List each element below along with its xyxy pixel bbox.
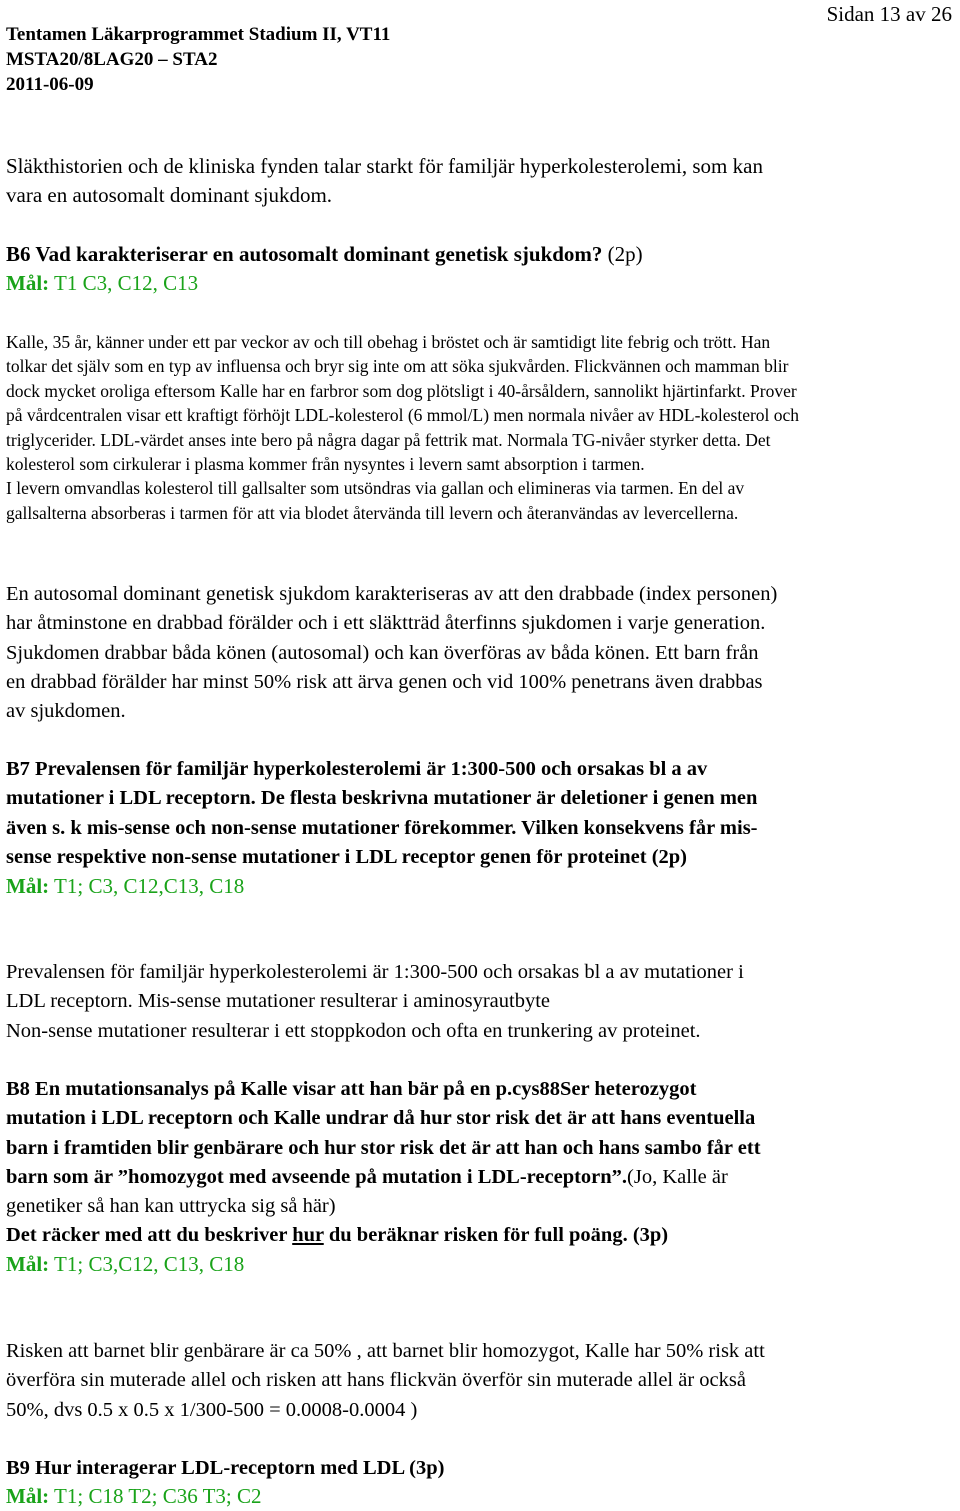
goals-label: Mål: xyxy=(6,874,50,898)
header-course-code: MSTA20/8LAG20 – STA2 xyxy=(6,49,218,70)
page-number: Sidan 13 av 26 xyxy=(826,2,952,26)
instruction-part: Det räcker med att du beskriver xyxy=(6,1224,293,1247)
case-line: tolkar det själv som en typ av influensa och bryr sig inte om att söka sjukvården. Flickvännen och mamman blir xyxy=(6,356,789,377)
answer-line: en drabbad förälder har minst 50% risk att ärva genen och vid 100% penetrans även drabbas xyxy=(6,670,763,693)
case-line: triglycerider. LDL-värdet anses inte bero på några dagar på fettrik mat. Normala TG-nivåer styrker detta. Det xyxy=(6,429,771,450)
intro-line: vara en autosomalt dominant sjukdom. xyxy=(6,183,333,207)
goals-value: T1; C18 T2; C36 T3; C2 xyxy=(49,1484,262,1508)
learning-goals-b8 xyxy=(6,1250,958,1279)
goals-value: T1 C3, C12, C13 xyxy=(49,271,199,295)
answer-line: överföra sin muterade allel och risken att hans flickvän överför sin muterade allel är också xyxy=(6,1369,746,1392)
question-b7 xyxy=(6,755,958,872)
goals-label: Mål: xyxy=(6,271,50,295)
question-line-normal: (Jo, Kalle är xyxy=(627,1165,728,1188)
question-b9 xyxy=(6,1454,958,1483)
question-line: genetiker så han kan uttrycka sig så här) xyxy=(6,1195,336,1218)
intro-line: Släkthistorien och de kliniska fynden talar starkt för familjär hyperkolesterolemi, som kan xyxy=(6,154,763,178)
case-line: Kalle, 35 år, känner under ett par veckor av och till obehag i bröstet och är samtidigt lite febrig och trött. Han xyxy=(6,332,771,352)
instruction-underlined: hur xyxy=(292,1224,324,1247)
answer-b7 xyxy=(6,958,958,1046)
answer-b6 xyxy=(6,580,958,726)
question-line: mutation i LDL receptorn och Kalle undrar då hur stor risk det är att hans eventuella xyxy=(6,1107,756,1130)
answer-line: Non-sense mutationer resulterar i ett stoppkodon och ofta en trunkering av proteinet. xyxy=(6,1019,701,1042)
header-date: 2011-06-09 xyxy=(6,74,94,95)
learning-goals-b9 xyxy=(6,1482,958,1511)
question-line: även s. k mis-sense och non-sense mutationer förekommer. Vilken konsekvens får mis- xyxy=(6,816,758,839)
answer-line: LDL receptorn. Mis-sense mutationer resulterar i aminosyrautbyte xyxy=(6,990,551,1013)
answer-line: 50%, dvs 0.5 x 0.5 x 1/300-500 = 0.0008-0.0004 ) xyxy=(6,1398,418,1421)
goals-value: T1; C3, C12,C13, C18 xyxy=(49,874,245,898)
question-line: barn i framtiden blir genbärare och hur stor risk det är att han och hans sambo får ett xyxy=(6,1136,761,1159)
case-line: I levern omvandlas kolesterol till gallsalter som utsöndras via gallan och elimineras via tarmen. En del av xyxy=(6,478,745,499)
question-line: mutationer i LDL receptorn. De flesta beskrivna mutationer är deletioner i genen men xyxy=(6,787,758,810)
question-line: sense respektive non-sense mutationer i LDL receptor genen för proteinet (2p) xyxy=(6,845,688,868)
question-b8 xyxy=(6,1075,958,1251)
learning-goals-b6 xyxy=(6,269,958,298)
page-header xyxy=(6,22,390,97)
case-line: kolesterol som cirkulerar i plasma kommer från nysyntes i levern samt absorption i tarmen. xyxy=(6,454,645,475)
instruction-part: du beräknar risken för full poäng. (3p) xyxy=(323,1224,669,1247)
goals-label: Mål: xyxy=(6,1252,50,1276)
intro-paragraph xyxy=(6,152,958,210)
case-description xyxy=(6,330,958,525)
learning-goals-b7 xyxy=(6,872,958,901)
question-line: B8 En mutationsanalys på Kalle visar att han bär på en p.cys88Ser heterozygot xyxy=(6,1078,697,1100)
answer-line: av sjukdomen. xyxy=(6,700,126,723)
answer-line: Risken att barnet blir genbärare är ca 50% , att barnet blir homozygot, Kalle har 50% risk att xyxy=(6,1340,765,1362)
answer-b8 xyxy=(6,1337,958,1425)
case-line: på vårdcentralen visar ett kraftigt förhöjt LDL-kolesterol (6 mmol/L) men normala nivåer av HDL-kolesterol och xyxy=(6,405,800,426)
question-line: B7 Prevalensen för familjär hyperkolesterolemi är 1:300-500 och orsakas bl a av xyxy=(6,758,708,780)
answer-line: har åtminstone en drabbad förälder och i ett släktträd återfinns sjukdomen i varje generation. xyxy=(6,612,766,635)
answer-line: En autosomal dominant genetisk sjukdom karakteriseras av att den drabbade (index personen) xyxy=(6,583,778,605)
question-b6 xyxy=(6,240,958,298)
case-line: dock mycket oroliga eftersom Kalle har en farbror som dog plötsligt i 40-årsåldern, sannolikt hjärtinfarkt. Prover xyxy=(6,380,797,401)
goals-label: Mål: xyxy=(6,1484,50,1508)
header-course-title: Tentamen Läkarprogrammet Stadium II, VT11 xyxy=(6,24,391,45)
answer-line: Prevalensen för familjär hyperkolesterolemi är 1:300-500 och orsakas bl a av mutationer i xyxy=(6,961,744,983)
goals-value: T1; C3,C12, C13, C18 xyxy=(49,1252,245,1276)
case-line: gallsalterna absorberas i tarmen för att via blodet återvända till levern och återanvändas av levercellerna. xyxy=(6,502,739,523)
question-b6-text: B6 Vad karakteriserar en autosomalt dominant genetisk sjukdom? xyxy=(6,242,603,266)
question-line: B9 Hur interagerar LDL-receptorn med LDL (3p) xyxy=(6,1457,445,1479)
question-b6-points: (2p) xyxy=(602,242,643,266)
question-line-bold: barn som är ”homozygot med avseende på mutation i LDL-receptorn”. xyxy=(6,1165,628,1188)
answer-line: Sjukdomen drabbar båda könen (autosomal) och kan överföras av båda könen. Ett barn från xyxy=(6,641,759,664)
